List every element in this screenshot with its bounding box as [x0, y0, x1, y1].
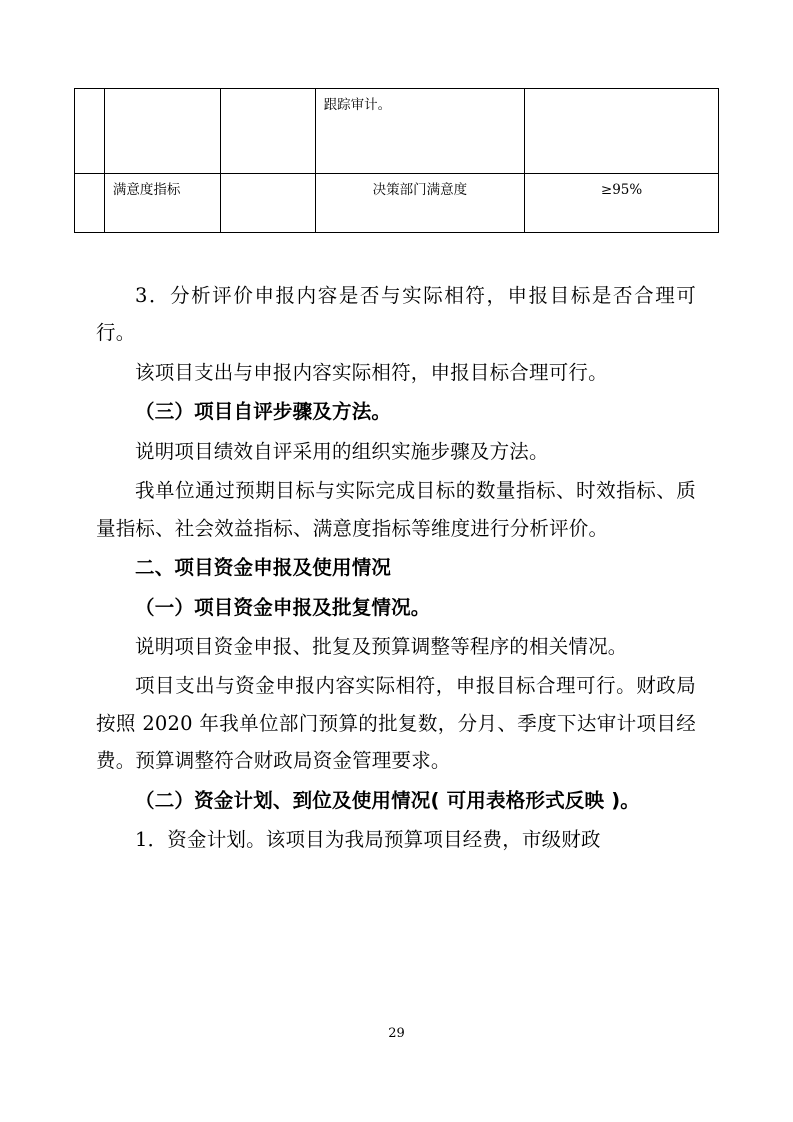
paragraph-fund-declaration-desc: 说明项目资金申报、批复及预算调整等程序的相关情况。: [135, 634, 628, 658]
table-cell-spacer: [75, 89, 105, 174]
heading-section-two: 二、项目资金申报及使用情况: [135, 556, 392, 580]
page-number: 29: [388, 1026, 405, 1041]
paragraph-analysis-question: 3．分析评价申报内容是否与实际相符，申报目标是否合理可行。: [96, 284, 696, 345]
table-cell-content: 跟踪审计。: [315, 89, 524, 174]
heading-section-two-two: （二）资金计划、到位及使用情况( 可用表格形式反映 )。: [135, 788, 641, 812]
table-cell-category: 满意度指标: [104, 174, 220, 233]
table-row: [75, 89, 719, 174]
indicator-table-container: [74, 88, 719, 233]
indicator-table: [74, 88, 719, 233]
paragraph-fund-plan: 1．资金计划。该项目为我局预算项目经费，市级财政: [135, 828, 601, 852]
table-cell-category: [104, 89, 220, 174]
paragraph-analysis-answer: 该项目支出与申报内容实际相符，申报目标合理可行。: [135, 360, 608, 384]
table-cell-content: 决策部门满意度: [315, 174, 524, 233]
table-cell-target: ≥95%: [525, 174, 719, 233]
table-row: [75, 174, 719, 233]
paragraph-self-evaluation-answer: 我单位通过预期目标与实际完成目标的数量指标、时效指标、质量指标、社会效益指标、满意度指标等维度进行分析评价。: [96, 479, 696, 540]
document-body: [96, 277, 696, 861]
heading-section-two-one: （一）项目资金申报及批复情况。: [135, 595, 431, 619]
paragraph-fund-declaration-answer: 项目支出与资金申报内容实际相符，申报目标合理可行。财政局按照 2020 年我单位部门预算的批复数，分月、季度下达审计项目经费。预算调整符合财政局资金管理要求。: [96, 674, 696, 773]
table-cell-spacer: [75, 174, 105, 233]
table-cell-subtype: [220, 89, 315, 174]
table-cell-target: [525, 89, 719, 174]
paragraph-self-evaluation-desc: 说明项目绩效自评采用的组织实施步骤及方法。: [135, 439, 549, 463]
table-cell-subtype: [220, 174, 315, 233]
heading-self-evaluation-steps: （三）项目自评步骤及方法。: [135, 400, 392, 424]
